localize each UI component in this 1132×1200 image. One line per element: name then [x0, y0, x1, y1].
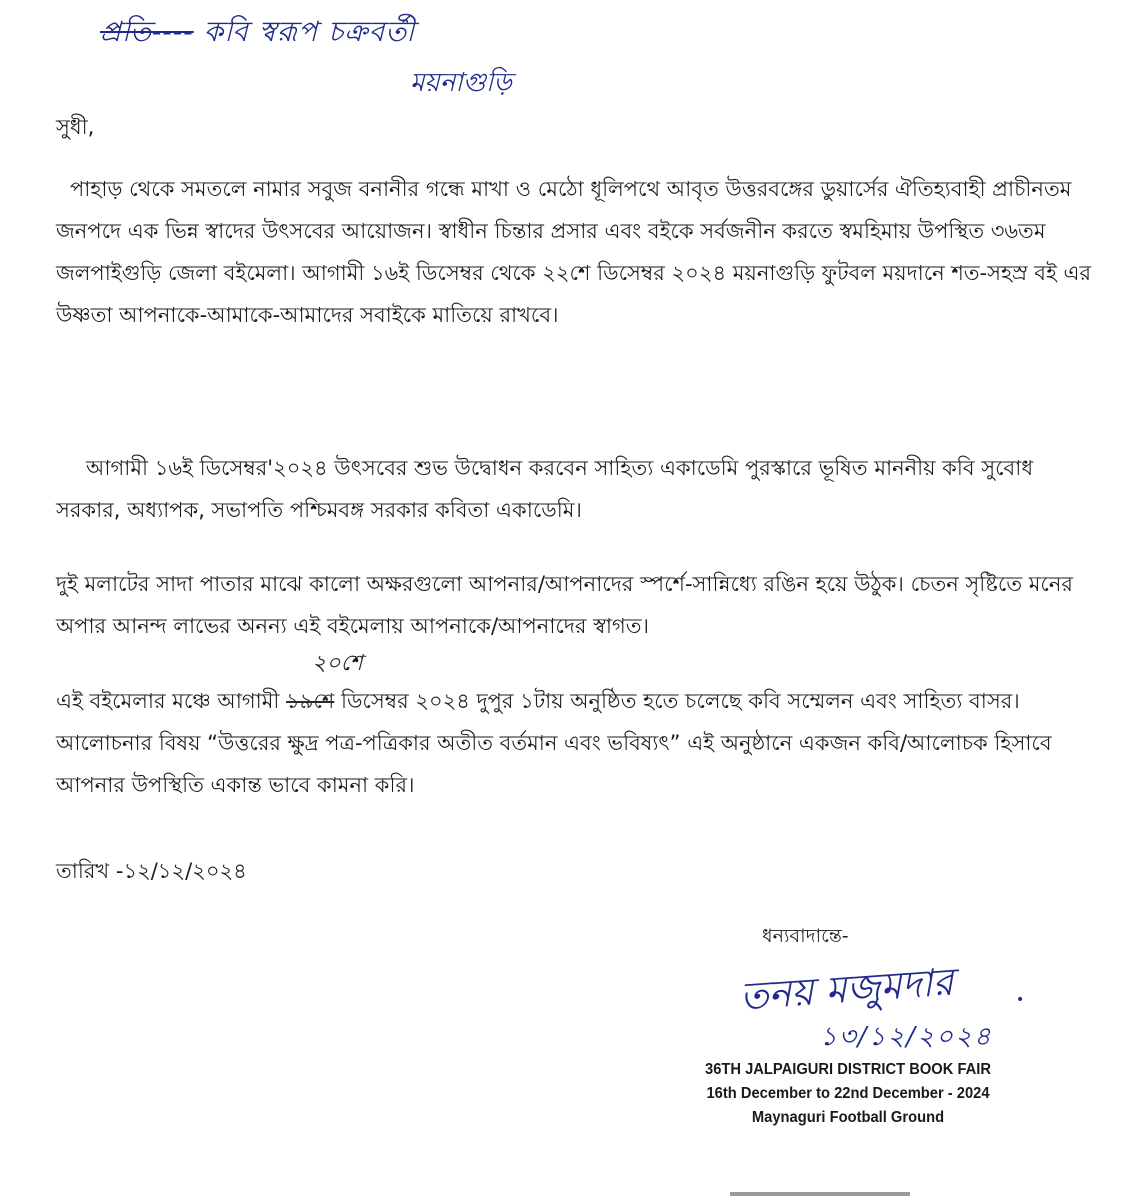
signature-date: ১৩/১২/২০২৪ [820, 1022, 993, 1052]
recipient-name: কবি স্বরূপ চক্রবর্তী [203, 15, 416, 48]
paragraph-invitation [56, 680, 1096, 806]
paragraph-welcome: দুই মলাটের সাদা পাতার মাঝে কালো অক্ষরগুলো আপনার/আপনাদের স্পর্শে-সান্নিধ্যে রঙিন হয়ে উঠুক। চেতন সৃষ্টিতে মনের অপার আনন্দ লাভের অনন্য এই বইমেলায় আপনাকে/আপনাদের স্বাগত। [56, 572, 1073, 638]
recipient-address-line2: ময়নাগুড়ি [410, 68, 512, 98]
struck-original-date: ১৯শে [286, 689, 335, 713]
bottom-edge-mark [730, 1192, 910, 1196]
stamp-line-dates: 16th December to 22nd December - 2024 [706, 1085, 990, 1102]
recipient-prefix: প্রতি---- [100, 15, 194, 48]
invitation-text-before: এই বইমেলার মঞ্চে আগামী [56, 689, 287, 713]
signature-dot: • [1016, 992, 1025, 1008]
handwritten-date-correction: ২০শে [312, 651, 363, 676]
closing-thanks: ধন্যবাদান্তে- [762, 925, 849, 947]
recipient-address-line1 [100, 10, 415, 57]
book-fair-stamp [668, 1058, 1028, 1130]
invitation-text-after: ডিসেম্বর ২০২৪ দুপুর ১টায় অনুষ্ঠিত হতে চলেছে কবি সম্মেলন এবং সাহিত্য বাসর। আলোচনার বিষয় “উত্তরের ক্ষুদ্র পত্র-পত্রিকার অতীত বর্তমান এবং ভবিষ্যৎ” এই অনুষ্ঠানে একজন কবি/আলোচক হিসাবে আপনার উপস্থিতি একান্ত ভাবে কামনা করি। [56, 689, 1052, 797]
stamp-line-title: 36TH JALPAIGURI DISTRICT BOOK FAIR [705, 1061, 991, 1078]
paragraph-intro: পাহাড় থেকে সমতলে নামার সবুজ বনানীর গন্ধে মাখা ও মেঠো ধূলিপথে আবৃত উত্তরবঙ্গের ডুয়ার্সের ঐতিহ্যবাহী প্রাচীনতম জনপদে এক ভিন্ন স্বাদের উৎসবের আয়োজন। স্বাধীন চিন্তার প্রসার এবং বইকে সর্বজনীন করতে স্বমহিমায় উপস্থিত ৩৬তম জলপাইগুড়ি জেলা বইমেলা। আগামী ১৬ই ডিসেম্বর থেকে ২২শে ডিসেম্বর ২০২৪ ময়নাগুড়ি ফুটবল ময়দানে শত-সহস্র বই এর উষ্ণতা আপনাকে-আমাকে-আমাদের সবাইকে মাতিয়ে রাখবে। [56, 177, 1092, 327]
salutation: সুধী, [56, 115, 95, 139]
signature: তনয় মজুমদার [738, 959, 955, 1019]
letter-date: তারিখ -১২/১২/২০২৪ [56, 859, 247, 883]
stamp-line-venue: Maynaguri Football Ground [751, 1109, 945, 1126]
paragraph-inauguration: আগামী ১৬ই ডিসেম্বর'২০২৪ উৎসবের শুভ উদ্বোধন করবেন সাহিত্য একাডেমি পুরস্কারে ভূষিত মাননীয় কবি সুবোধ সরকার, অধ্যাপক, সভাপতি পশ্চিমবঙ্গ সরকার কবিতা একাডেমি। [56, 456, 1034, 522]
